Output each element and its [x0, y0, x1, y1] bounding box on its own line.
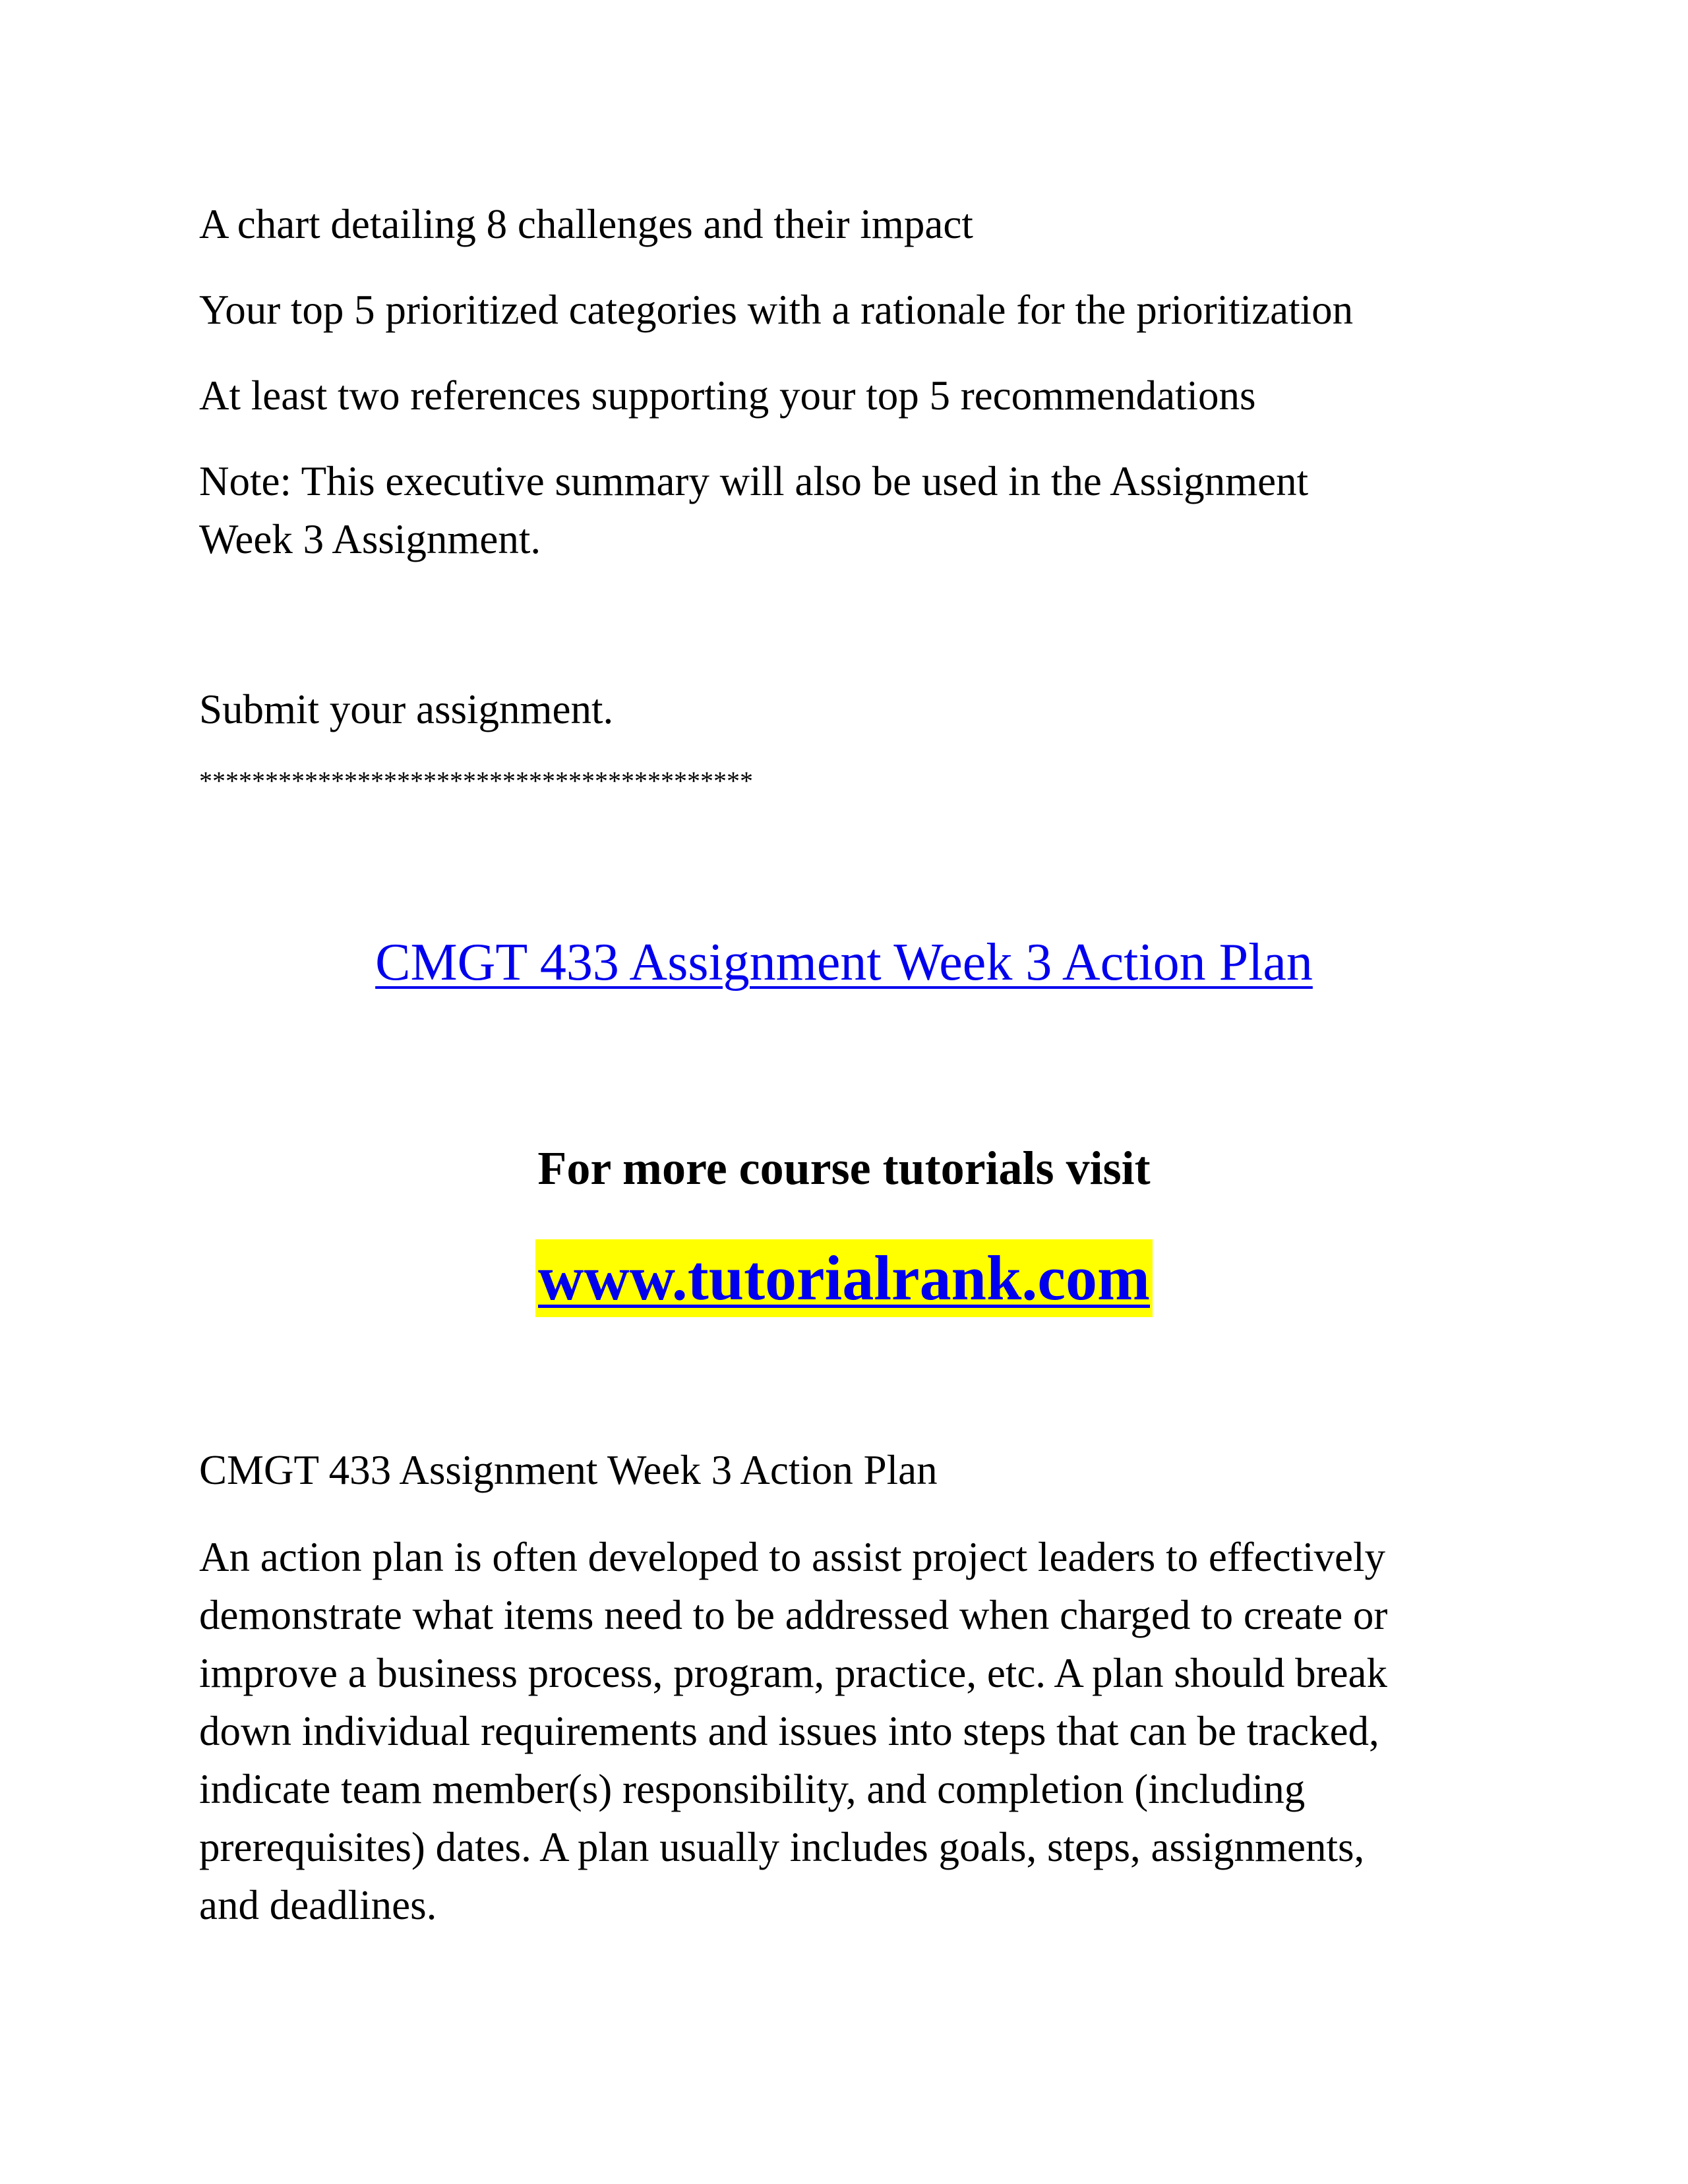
separator-stars: ******************************************: [199, 766, 753, 796]
note-line: Note: This executive summary will also be used in the Assignment: [199, 458, 1309, 504]
body-line: prerequisites) dates. A plan usually includes goals, steps, assignments,: [199, 1824, 1365, 1870]
intro-line-references: At least two references supporting your top 5 recommendations: [199, 372, 1256, 419]
intro-line-chart: A chart detailing 8 challenges and their impact: [199, 201, 973, 247]
body-line: indicate team member(s) responsibility, and completion (including: [199, 1766, 1306, 1812]
section-title: CMGT 433 Assignment Week 3 Action Plan: [199, 1447, 938, 1493]
body-line: demonstrate what items need to be addressed when charged to create or: [199, 1592, 1388, 1638]
body-paragraph: [199, 1528, 1518, 1934]
body-line: An action plan is often developed to assist project leaders to effectively: [199, 1534, 1386, 1580]
promo-url-container: [0, 1239, 1688, 1317]
body-line: improve a business process, program, practice, etc. A plan should break: [199, 1650, 1387, 1696]
note-line: Week 3 Assignment.: [199, 516, 541, 562]
submit-text: Submit your assignment.: [199, 686, 614, 732]
intro-line-categories: Your top 5 prioritized categories with a rationale for the prioritization: [199, 287, 1354, 333]
promo-url-link[interactable]: www.tutorialrank.com: [535, 1239, 1153, 1317]
body-line: and deadlines.: [199, 1882, 437, 1928]
body-line: down individual requirements and issues into steps that can be tracked,: [199, 1708, 1379, 1754]
assignment-title-link[interactable]: CMGT 433 Assignment Week 3 Action Plan: [375, 933, 1313, 991]
promo-heading: For more course tutorials visit: [537, 1142, 1151, 1195]
note-paragraph: [199, 452, 1518, 568]
